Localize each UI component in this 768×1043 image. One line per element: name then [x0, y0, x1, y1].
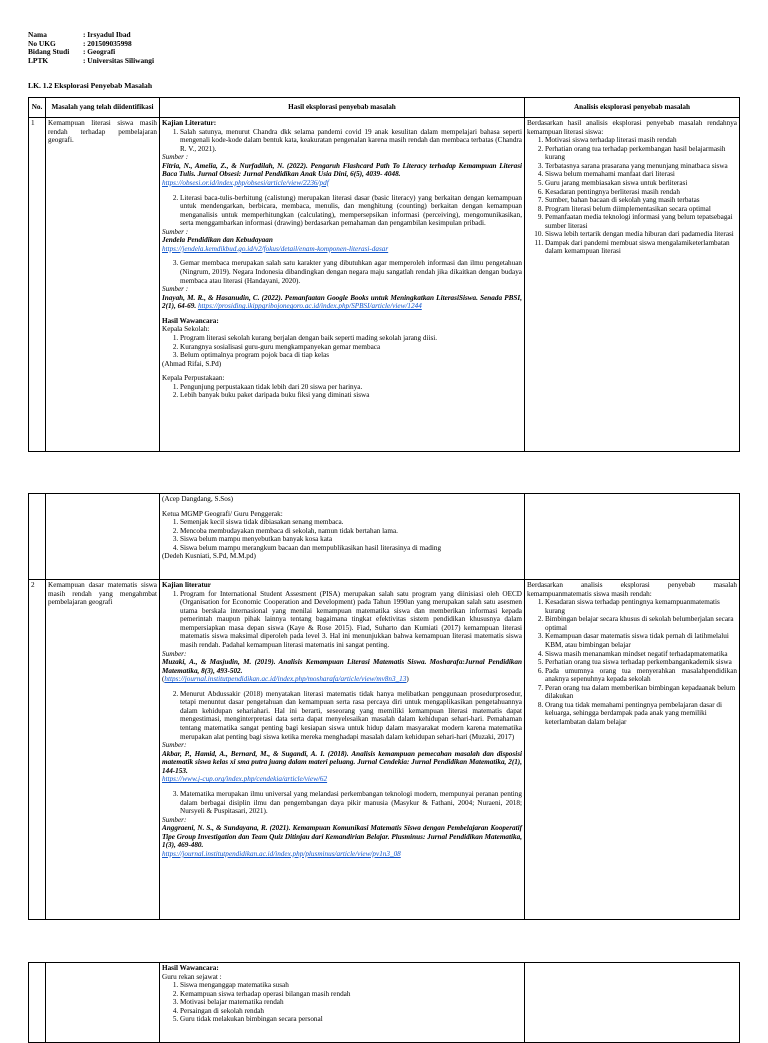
problem-cell: Kemampuan dasar matematis siswa masih rendah yang mengahmbat pembelajaran geografi	[46, 580, 160, 920]
interview-title: Hasil Wawancara:	[162, 316, 219, 325]
literature-item: 1. Program for International Student Assesment (PISA) merupakan salah satu program yang diinisiasi oleh OECD (Organisation for Economic Cooperation and Development) pada Tahun 1990an yang merupakan salah satu asesmen utama berskala internasional yang menilai kemampuan matematika siswa dan memberikan informasi kepada pemerintah maupun pihak lainnya tentang bagaimana tingkat efektivitas sistem pendidikan khususnya dalam mempersiapkan masa depan siswa (Kaye & Rose 2015). Fiad, Suharto dan Kumiati (2017) kemampuan literasi matematis siswa maksimal diperoleh pada level 3. Hal ini menunjukkan bahwa kemampuan literasi matematis siswa masih rendah. Padahal kemampuan literasi matematis ini sangat penting.	[180, 590, 522, 650]
analysis-item: 11. Dampak dari pandemi membuat siswa mengalamiketerlambatan dalam kemampuan literasi	[545, 239, 737, 256]
reference-link[interactable]: https://jendela.kemdikbud.go.id/v2/fokus/detail/enam-komponen-literasi-dasar	[162, 244, 389, 253]
interviewee-role: Guru rekan sejawat :	[162, 972, 222, 981]
analysis-item: 5. Guru jarang membiasakan siswa untuk berliterasi	[545, 179, 737, 188]
analysis-item: 8. Orang tua tidak memahami pentingnya pembelajaran dasar di keluarga, sehingga berdampak pada anak yang memiliki keterlambatan dalam belajar	[545, 701, 737, 727]
exploration-table-page-3	[28, 962, 740, 1043]
analysis-cell	[525, 494, 740, 580]
interview-item: 5. Guru tidak melakukan bimbingan secara personal	[180, 1015, 522, 1024]
reference: Jendela Pendidikan dan Kebudayaan	[162, 236, 273, 245]
reference: Fitria, N., Amelia, Z., & Nurfadilah, N. (2022). Pengaruh Flashcard Path To Literacy terhadap Kemampuan Literasi Baca Tulis. Jurnal Obsesi: Jurnal Pendidikan Anak Usia Dini, 6(5), 4039- 4048.	[162, 161, 522, 179]
interviewee-name: (Acep Dangdang, S.Sos)	[162, 495, 234, 503]
literature-item: 2. Menurut Abdussakir (2018) menyatakan literasi matematis tidak hanya melibatkan penggunaan prosedurprosedur, tetapi menuntut dasar pengetahuan dan kemampuan serta rasa percaya diri untuk mengaplikasikan pengetahuannya dalam kehidupan sehariahari. Hal ini berarti, seseorang yang memiliki kemampuan literasi matematis dapat mengestimasi, menginterpretasi data serta dapat menyelesaikan masalah dalam kehidupan sehari-hari. Pemahaman tentang matematika sangat penting bagi kesiapan siswa untuk hidup dalam masyarakat modern karena matematika merupakan alat penting bagi siswa ketika mereka menghadapi masalah dalam kehidupan sehari-hari (Muzaki, 2017)	[180, 690, 522, 741]
interviewee-name: (Ahmad Rifai, S.Pd)	[162, 359, 222, 368]
source-label: Sumber :	[162, 227, 189, 236]
row-number	[29, 963, 46, 1043]
row-number: 2	[29, 580, 46, 920]
source-label: Sumber:	[162, 649, 187, 658]
reference-link[interactable]: https://prosiding.ikippgribojonegoro.ac.id/index.php/SPBSI/article/view/1244	[197, 302, 422, 311]
analysis-intro: Berdasarkan analisis eksplorasi penyebab masalah kemampuanmatematis siswa masih rendah:	[527, 581, 737, 598]
exploration-table-page-1	[28, 97, 740, 452]
interview-item: 1. Program literasi sekolah kurang berjalan dengan baik seperti mading sekolah jarang diisi.	[180, 334, 522, 343]
col-header-hasil: Hasil eksplorasi penyebab masalah	[160, 98, 525, 118]
analysis-item: 1. Motivasi siswa terhadap literasi masih rendah	[545, 136, 737, 145]
problem-cell	[46, 494, 160, 580]
reference: Anggraeni, N. S., & Sundayana, R. (2021). Kemampuan Komunikasi Matematis Siswa dengan Pembelajaran Kooperatif Tipe Group Investigation dan Team Quiz Ditinjau dari Kemandirian Belajar. Plusminus: Jurnal Pendidikan Matematika, 1(3), 469-480.	[162, 824, 522, 850]
reference: Muzaki, A., & Masjudin, M. (2019). Analisis Kemampuan Literasi Matematis Siswa. Mosharafa:Jurnal Pendidikan Matematika, 8(3), 493-502.	[162, 658, 522, 675]
interview-item: 1. Pengunjung perpustakaan tidak lebih dari 20 siswa per harinya.	[180, 383, 522, 392]
analysis-item: 8. Program literasi belum diimplementasikan secara optimal	[545, 205, 737, 214]
analysis-item: 6. Kesadaran pentingnya berliterasi masih rendah	[545, 188, 737, 197]
analysis-item: 3. Kemampuan dasar matematis siswa tidak pernah di latihmelalui KBM, atau bimbingan belajar	[545, 632, 737, 649]
reference-link[interactable]: https://journal.institutpendidikan.ac.id/index.php/mosharafa/article/view/mv8n3_13	[164, 675, 407, 684]
analysis-item: 3. Terbatasnya sarana prasarana yang menunjang minatbaca siswa	[545, 162, 737, 171]
col-header-no: No.	[29, 98, 46, 118]
reference-link[interactable]: https://obsesi.or.id/index.php/obsesi/article/view/2236/pdf	[162, 178, 329, 187]
reference: Akbar, P., Hamid, A., Bernard, M., & Sugandi, A. I. (2018). Analisis kemampuan pemecahan masalah dan disposisi matematik siswa kelas xi sma putra juang dalam materi peluang. Jurnal Cendekia: Jurnal Pendidikan Matematika, 2(1), 144-153.	[162, 749, 522, 775]
interviewee-role: Kepala Sekolah:	[162, 325, 210, 334]
reference: Inayah, M. R., & Hasanudin, C. (2022). Pemanfaatan Google Books untuk Meningkatkan LiterasiSiswa. Senada PBSI, 2(1), 64-69.	[162, 293, 522, 311]
source-label: Sumber :	[162, 285, 189, 294]
source-label: Sumber:	[162, 815, 187, 824]
analysis-item: 4. Siswa masih menanamkan mindset negatif terhadapmatematika	[545, 650, 737, 659]
col-header-analisis: Analisis eksplorasi penyebab masalah	[525, 98, 740, 118]
interview-item: 3. Belum optimalnya program pojok baca di tiap kelas	[180, 351, 522, 360]
identity-value: : Irsyadul Ibad	[83, 30, 131, 39]
analysis-item: 7. Sumber, bahan bacaan di sekolah yang masih terbatas	[545, 196, 737, 205]
source-label: Sumber:	[162, 741, 187, 750]
section-title: Kajian Literatur:	[162, 119, 217, 127]
literature-item: 3. Matematika merupakan ilmu universal yang melandasi perkembangan teknologi modern, mempunyai peranan penting dalam berbagai disiplin ilmu dan pengembangan daya pikir manusia (Masykur & Fathani, 2004; Nuraeni, 2018; Nursyeli & Puspitasari, 2021).	[180, 790, 522, 816]
col-header-masalah: Masalah yang telah diidentifikasi	[46, 98, 160, 118]
exploration-cell	[160, 118, 525, 452]
identity-value: : 201509035998	[83, 38, 132, 48]
analysis-item: 5. Perhatian orang tua siswa terhadap perkembangankademik siswa	[545, 658, 737, 667]
exploration-cell	[160, 494, 525, 580]
identity-key: LPTK	[28, 55, 49, 65]
identity-row	[28, 57, 154, 66]
literature-item: 3. Gemar membaca merupakan salah satu karakter yang dibutuhkan agar memperoleh informasi dan ilmu pengetahuan (Ningrum, 2019). Negara Indonesia dibandingkan dengan negara maju sangatlah rendah jika dikaitkan dengan budaya membaca atau literasi (Handayani, 2020).	[180, 259, 522, 285]
analysis-item: 1. Kesadaran siswa terhadap pentingnya kemampuanmatematis kurang	[545, 598, 737, 615]
analysis-item: 7. Peran orang tua dalam memberikan bimbingan kepadaanak belum dilakukan	[545, 684, 737, 701]
row-number	[29, 494, 46, 580]
identity-key: Bidang Studi	[28, 47, 70, 57]
interviewee-role: Ketua MGMP Geografi/ Guru Penggerak:	[162, 509, 283, 518]
analysis-item: 6. Pada umumnya orang tua menyerahkan masalahpendidikan anaknya sepenuhnya kepada sekolah	[545, 667, 737, 684]
analysis-item: 9. Pemanfaatan media teknologi informasi yang belum tepatsebagai sumber literasi	[545, 213, 737, 230]
analysis-cell	[525, 118, 740, 452]
identity-key: No UKG	[28, 38, 56, 48]
analysis-cell	[525, 963, 740, 1043]
section-title: Kajian literatur	[162, 581, 211, 589]
exploration-cell	[160, 963, 525, 1043]
interview-item: 2. Kemampuan siswa terhadap operasi bilangan masih rendah	[180, 990, 522, 999]
source-label: Sumber :	[162, 153, 189, 162]
row-number: 1	[29, 118, 46, 452]
interview-item: 4. Siswa belum mampu merangkum bacaan dan mempublikasikan hasil literasinya di mading	[180, 544, 522, 553]
interviewee-role: Kepala Perpustakaan:	[162, 374, 225, 383]
interview-item: 1. Siswa menganggap matematika susah	[180, 981, 522, 990]
reference-link[interactable]: https://journal.institutpendidikan.ac.id/index.php/plusminus/article/view/pv1n3_08	[162, 849, 401, 858]
identity-value: : Geografi	[83, 47, 116, 57]
interview-item: 3. Motivasi belajar matematika rendah	[180, 998, 522, 1007]
problem-cell	[46, 963, 160, 1043]
identity-key: Nama	[28, 30, 47, 39]
interview-item: 3. Siswa belum mampu menyebutkan banyak kosa kata	[180, 535, 522, 544]
analysis-item: 10. Siswa lebih tertarik dengan media hiburan dari padamedia literasi	[545, 230, 737, 239]
interview-item: 2. Lebih banyak buku paket daripada buku fiksi yang diminati siswa	[180, 391, 522, 400]
literature-item: 2. Literasi baca-tulis-berhitung (calistung) merupakan literasi dasar (basic literacy) yang berkaitan dengan kemampuan untuk mendengarkan, berbicara, membaca, menulis, dan menghitung (counting) berkaitan dengan kemampuan menganalisis untuk memperhitungkan (calculating), mempersepsikan informasi (perceiving), mengomunikasikan, serta menggambarkan informasi (drawing) berdasarkan pemahaman dan pengambilan kesimpulan pribadi.	[180, 194, 522, 228]
worksheet-title: LK. 1.2 Eksplorasi Penyebab Masalah	[28, 81, 153, 90]
interview-item: 1. Semenjak kecil siswa tidak dibiasakan senang membaca.	[180, 518, 522, 527]
analysis-item: 2. Perhatian orang tua terhadap perkembangan hasil belajarmasih kurang	[545, 145, 737, 162]
exploration-table-page-2	[28, 493, 740, 920]
analysis-item: 4. Siswa belum memahami manfaat dari literasi	[545, 170, 737, 179]
interviewee-name: (Dedeh Kusniati, S.Pd, M.M.pd)	[162, 552, 256, 561]
reference-link[interactable]: https://www.j-cup.org/index.php/cendekia/article/view/62	[162, 775, 328, 784]
interview-item: 2. Mencoba membudayakan membaca di sekolah, namun tidak bertahan lama.	[180, 527, 522, 536]
exploration-cell: Kajian literatur 1. Program for International Student Assesment (PISA) merupakan salah satu program yang diinisiasi oleh OECD (Organisation for Economic Cooperation and Development) pada Tahun 1990an yang merupakan salah satu asesmen utama berskala internasional yang menilai kemampuan matematika siswa dan memberikan informasi kepada pemerintah maupun pihak lainnya tentang bagaimana tingkat efektivitas sistem pendidikan khususnya dalam mempersiapkan masa depan siswa (Kaye & Rose 2015). Fiad, Suharto dan Kumiati (2017) kemampuan literasi matematis siswa maksimal diperoleh pada level 3. Hal ini menunjukkan bahwa kemampuan literasi matematis siswa masih rendah. Padahal kemampuan literasi matematis ini sangat penting. Sumber: Muzaki, A., & Masjudin, M. (2019). Analisis Kemampuan Literasi Matematis Siswa. Mosharafa:Jurnal Pendidikan Matematika, 8(3), 493-502. (https://journal.institutpendidikan.ac.id/index.php/mosharafa/article/view/mv8n3_13) 2. Menurut Abdussakir (2018) menyatakan literasi matematis tidak hanya melibatkan penggunaan prosedurprosedur, tetapi menuntut dasar pengetahuan dan kemampuan serta rasa percaya diri untuk mengaplikasikan pengetahuannya dalam kehidupan sehariahari. Hal ini berarti, seseorang yang memiliki kemampuan literasi matematis dapat mengestimasi, menginterpretasi data serta dapat menyelesaikan masalah dalam kehidupan sehari-hari. Pemahaman tentang matematika sangat penting bagi kesiapan siswa untuk hidup dalam masyarakat modern karena matematika merupakan alat penting bagi siswa ketika mereka menghadapi masalah dalam kehidupan sehari-hari (Muzaki, 2017) Sumber: Akbar, P., Hamid, A., Bernard, M., & Sugandi, A. I. (2018). Analisis kemampuan pemecahan masalah dan disposisi matematik siswa kelas xi sma putra juang dalam materi peluang. Jurnal Cendekia: Jurnal Pendidikan Matematika, 2(1), 144-153. https://www.j-cup.org/index.php/cendekia/article/view/62 3. Matematika merupakan ilmu universal yang melandasi perkembangan teknologi modern, mempunyai peranan penting dalam berbagai disiplin ilmu dan pengembangan daya pikir manusia (Masykur & Fathani, 2004; Nuraeni, 2018; Nursyeli & Puspitasari, 2021). Sumber: Anggraeni, N. S., & Sundayana, R. (2021). Kemampuan Komunikasi Matematis Siswa dengan Pembelajaran Kooperatif Tipe Group Investigation dan Team Quiz Ditinjau dari Kemandirian Belajar. Plusminus: Jurnal Pendidikan Matematika, 1(3), 469-480. https://journal.institutpendidikan.ac.id/index.php/plusminus/article/view/pv1n3_08	[160, 580, 525, 920]
analysis-cell	[525, 580, 740, 920]
analysis-item: 2. Bimbingan belajar secara khusus di sekolah belumberjalan secara optimal	[545, 615, 737, 632]
interview-item: 2. Kurangnya sosialisasi guru-guru mengkampanyekan gemar membaca	[180, 343, 522, 352]
analysis-intro: Berdasarkan hasil analisis eksplorasi penyebab masalah rendahnya kemampuan literasi siswa:	[527, 119, 737, 136]
literature-item: 1. Salah satunya, menurut Chandra dkk selama pandemi covid 19 anak kesulitan dalam mempelajari bahasa seperti mengenali kode-kode dalam bentuk kata, keakuratan pengenalan karena masih rendah dan membaca terbatas (Chandra R. V., 2021).	[180, 128, 522, 154]
identity-header	[28, 31, 154, 65]
interview-title: Hasil Wawancara:	[162, 964, 219, 972]
interview-item: 4. Persaingan di sekolah rendah	[180, 1007, 522, 1016]
problem-cell: Kemampuan literasi siswa masih rendah terhadap pembelajaran geografi.	[46, 118, 160, 452]
identity-value: : Universitas Siliwangi	[83, 55, 155, 65]
